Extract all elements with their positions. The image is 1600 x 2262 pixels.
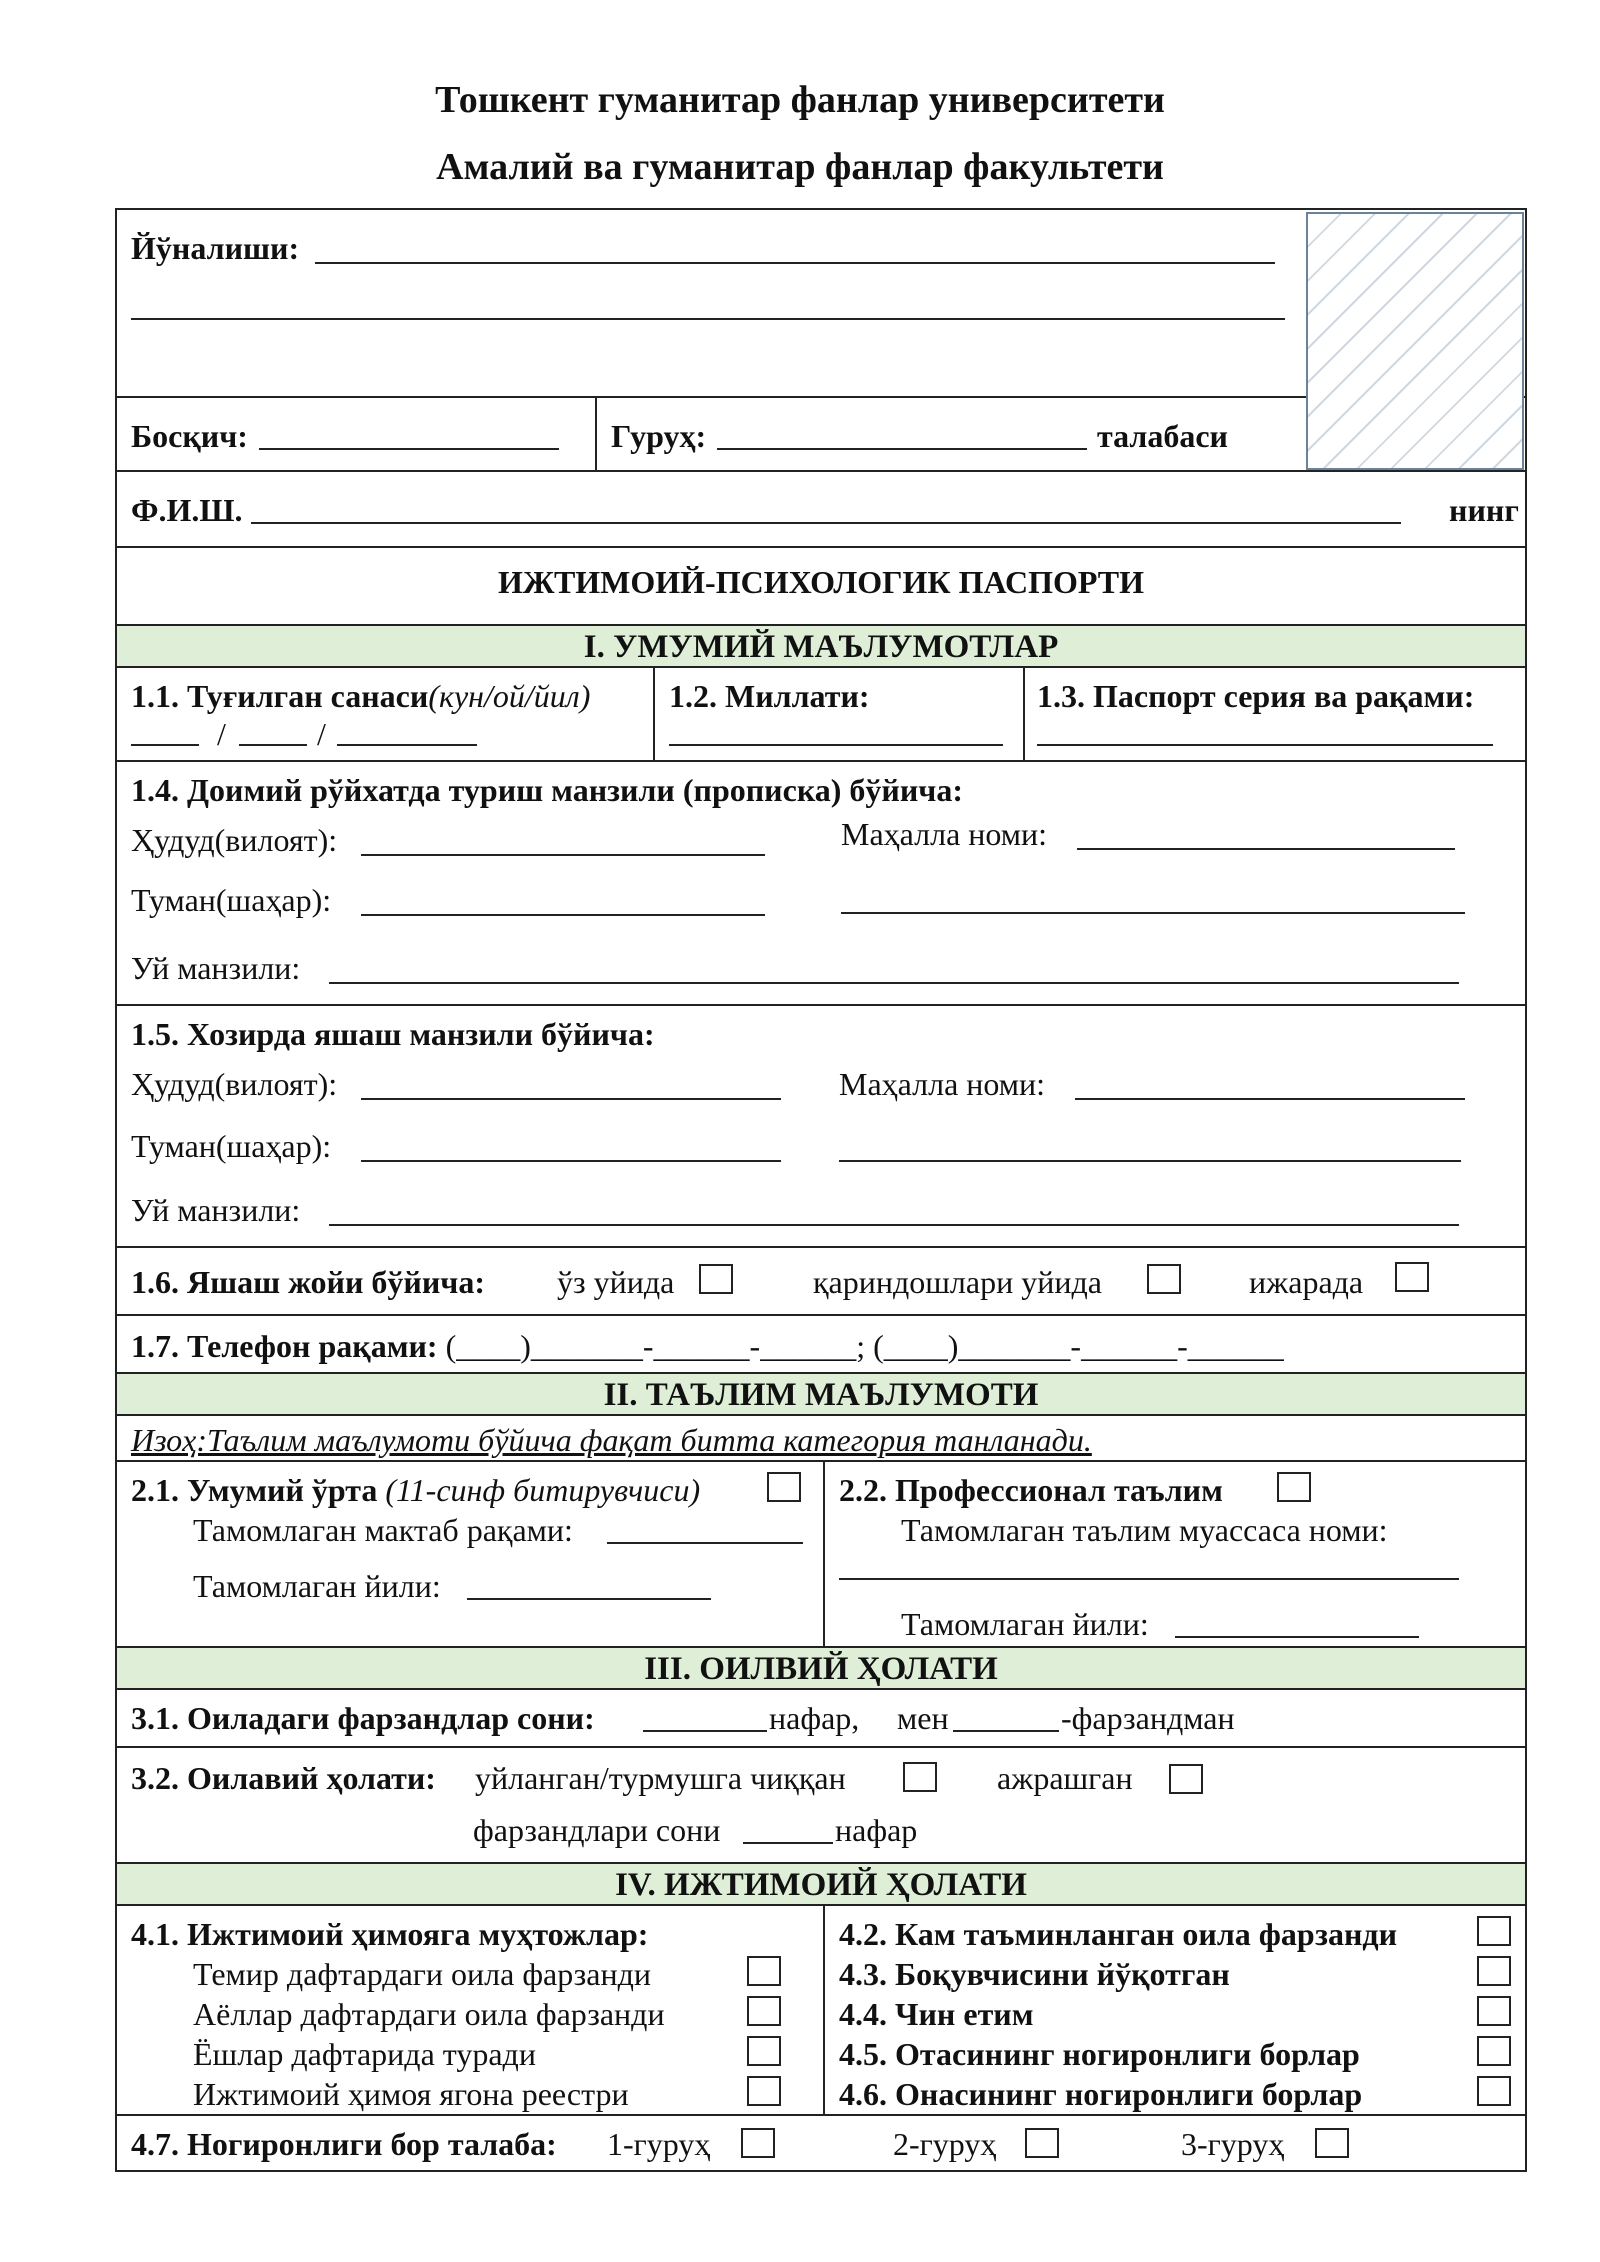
direction-line-2[interactable] [131,318,1285,320]
date-sep-1: / [217,716,226,752]
row-3-2 [115,1748,1527,1864]
fio-row [115,472,1527,548]
rented-checkbox[interactable] [1395,1262,1429,1292]
marital-label: 3.2. Оилавий ҳолати: [131,1760,436,1796]
relatives-home-checkbox[interactable] [1147,1264,1181,1294]
general-grad-year-label: Тамомлаган йили: [193,1568,441,1604]
fio-label: Ф.И.Ш. [131,492,243,528]
general-edu-label [131,1474,700,1506]
father-disabled-label: 4.5. Отасининг ногиронлиги борлар [839,2036,1360,2072]
prof-edu-label: 2.2. Профессионал таълим [839,1472,1223,1508]
school-number-label: Тамомлаган мактаб рақами: [193,1512,573,1548]
row-1-6 [115,1248,1527,1316]
youth-book-checkbox[interactable] [747,2036,781,2066]
date-sep-2: / [317,716,326,752]
reg-region-label: Ҳудуд(вилоят): [131,822,338,858]
birth-label [131,680,590,712]
cur-mahalla-label: Маҳалла номи: [839,1066,1046,1102]
phone-row [131,1330,1284,1362]
row-1-7 [115,1316,1527,1374]
faculty-title: Амалий ва гуманитар фанлар факультети [436,146,1164,188]
cur-district-line[interactable] [361,1160,781,1162]
disabled-student-label: 4.7. Ногиронлиги бор талаба: [131,2126,557,2162]
stage-input-line[interactable] [259,448,559,450]
general-edu-hint: (11-синф битирувчиси) [385,1472,701,1508]
cur-mahalla-line-2[interactable] [839,1160,1461,1162]
row-4-7 [115,2116,1527,2172]
education-note-row [115,1416,1527,1462]
children-count-line[interactable] [643,1730,767,1732]
inst-name-line[interactable] [839,1578,1459,1580]
cur-mahalla-line[interactable] [1075,1098,1465,1100]
group2-checkbox[interactable] [1025,2128,1059,2158]
birth-label-text: 1.1. Туғилган санаси [131,678,429,714]
prof-edu-checkbox[interactable] [1277,1472,1311,1502]
group-input-line[interactable] [717,448,1087,450]
education-row [115,1462,1527,1648]
own-home-checkbox[interactable] [699,1264,733,1294]
birth-hint: (кун/ой/йил) [428,678,591,714]
father-disabled-checkbox[interactable] [1477,2036,1511,2066]
fio-input-line[interactable] [251,522,1401,524]
passport-line[interactable] [1037,744,1493,746]
kids-count-unit: нафар [835,1812,918,1848]
women-book-checkbox[interactable] [747,1996,781,2026]
registry-label: Ижтимоий ҳимоя ягона реестри [193,2076,629,2112]
inst-name-label: Тамомлаган таълим муассаса номи: [901,1512,1388,1548]
birth-day-line[interactable] [131,744,199,746]
registry-checkbox[interactable] [747,2076,781,2106]
women-book-label: Аёллар дафтардаги оила фарзанди [193,1996,665,2032]
iron-book-checkbox[interactable] [747,1956,781,1986]
birth-month-line[interactable] [239,744,307,746]
own-home-label: ўз уйида [557,1264,675,1300]
reg-district-label: Туман(шаҳар): [131,882,332,918]
divorced-checkbox[interactable] [1169,1764,1203,1794]
group3-label: 3-гуруҳ [1181,2126,1285,2162]
orphan-checkbox[interactable] [1477,1996,1511,2026]
reg-mahalla-line-2[interactable] [841,912,1465,914]
children-unit: нафар, [769,1700,860,1736]
general-edu-text: 2.1. Умумий ўрта [131,1472,378,1508]
row-1-4 [115,762,1527,1006]
section-4-title: IV. ИЖТИМОИЙ ҲОЛАТИ [115,1864,1527,1906]
kids-count-line[interactable] [743,1842,833,1844]
section-3-title: III. ОИЛВИЙ ҲОЛАТИ [115,1648,1527,1690]
row-1-1 [115,668,1527,762]
cur-region-label: Ҳудуд(вилоят): [131,1066,338,1102]
group3-checkbox[interactable] [1315,2128,1349,2158]
direction-label: Йўналиши: [131,230,300,266]
photo-placeholder[interactable] [1306,212,1524,470]
youth-book-label: Ёшлар дафтарида туради [193,2036,536,2072]
row-1-5 [115,1006,1527,1248]
child-order-suffix: -фарзандман [1061,1700,1235,1736]
general-edu-checkbox[interactable] [767,1472,801,1502]
low-income-label: 4.2. Кам таъминланган оила фарзанди [839,1916,1398,1952]
rented-label: ижарада [1249,1264,1364,1300]
general-grad-year-line[interactable] [467,1598,711,1600]
group-label: Гуруҳ: [611,418,707,454]
children-label: 3.1. Оиладаги фарзандлар сони: [131,1700,595,1736]
passport-label: 1.3. Паспорт серия ва рақами: [1037,678,1475,714]
section-1-title: I. УМУМИЙ МАЪЛУМОТЛАР [115,626,1527,668]
cur-house-line[interactable] [329,1224,1459,1226]
student-suffix: талабаси [1097,418,1228,454]
protection-label: 4.1. Ижтимоий ҳимояга муҳтожлар: [131,1916,649,1952]
reg-address-label: 1.4. Доимий рўйхатда туриш манзили (прописка) бўйича: [131,772,963,808]
living-label: 1.6. Яшаш жойи бўйича: [131,1264,485,1300]
cur-house-label: Уй манзили: [131,1192,301,1228]
reg-district-line[interactable] [361,914,765,916]
divorced-label: ажрашган [997,1760,1133,1796]
kids-count-label: фарзандлари сони [473,1812,721,1848]
stage-label: Босқич: [131,418,248,454]
group1-label: 1-гуруҳ [607,2126,711,2162]
phone-label: 1.7. Телефон рақами: [131,1328,438,1364]
school-number-line[interactable] [607,1542,803,1544]
lost-breadwinner-checkbox[interactable] [1477,1956,1511,1986]
cur-address-label: 1.5. Хозирда яшаш манзили бўйича: [131,1016,655,1052]
iron-book-label: Темир дафтардаги оила фарзанди [193,1956,652,1992]
married-label: уйланган/турмушга чиққан [475,1760,846,1796]
i-am-label: мен [897,1700,949,1736]
education-note: Изоҳ:Таълим маълумоти бўйича фақат битта категория танланади. [131,1422,1092,1458]
prof-grad-year-label: Тамомлаган йили: [901,1606,1149,1642]
cur-region-line[interactable] [361,1098,781,1100]
nationality-label: 1.2. Миллати: [669,678,870,714]
reg-house-label: Уй манзили: [131,950,301,986]
reg-house-line[interactable] [329,982,1459,984]
reg-region-line[interactable] [361,854,765,856]
group2-label: 2-гуруҳ [893,2126,997,2162]
direction-line-1[interactable] [315,262,1275,264]
reg-mahalla-line[interactable] [1077,848,1455,850]
orphan-label: 4.4. Чин етим [839,1996,1034,2032]
doc-title-row [115,548,1527,626]
cur-district-label: Туман(шаҳар): [131,1128,332,1164]
birth-year-line[interactable] [337,744,477,746]
social-status-row [115,1906,1527,2116]
reg-mahalla-label: Маҳалла номи: [841,816,1048,852]
married-checkbox[interactable] [903,1762,937,1792]
child-order-line[interactable] [953,1730,1059,1732]
nationality-line[interactable] [669,744,1003,746]
university-title: Тошкент гуманитар фанлар университети [435,79,1165,121]
relatives-home-label: қариндошлари уйида [813,1264,1102,1300]
mother-disabled-checkbox[interactable] [1477,2076,1511,2106]
mother-disabled-label: 4.6. Онасининг ногиронлиги борлар [839,2076,1363,2112]
section-2-title: II. ТАЪЛИМ МАЪЛУМОТИ [115,1374,1527,1416]
low-income-checkbox[interactable] [1477,1916,1511,1946]
group1-checkbox[interactable] [741,2128,775,2158]
phone-template[interactable]: (____)_______-______-______; (____)_______-______-______ [445,1328,1284,1364]
row-3-1 [115,1690,1527,1748]
prof-grad-year-line[interactable] [1175,1636,1419,1638]
lost-breadwinner-label: 4.3. Боқувчисини йўқотган [839,1956,1230,1992]
fio-suffix: нинг [1449,492,1519,528]
doc-title: ИЖТИМОИЙ-ПСИХОЛОГИК ПАСПОРТИ [497,564,1145,600]
